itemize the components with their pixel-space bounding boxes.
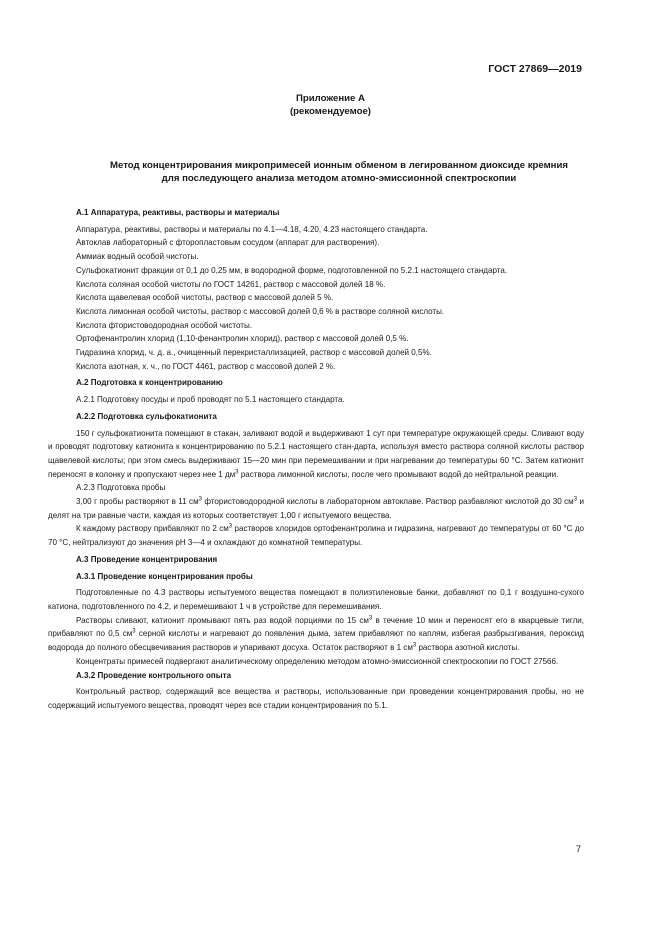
section-heading-a2: А.2 Подготовка к концентрированию (76, 378, 223, 388)
materials-item: Кислота лимонная особой чистоты, раствор с массовой долей 0,6 % в растворе соляной кислоты. (76, 306, 445, 316)
subsection-heading-a31: А.3.1 Проведение концентрирования пробы (76, 571, 253, 581)
paragraph-a31-1: Подготовленные по 4.3 растворы испытуемого вещества помещают в полиэтиленовые банки, добавляют по 0,1 г воздушно-сухого катиона, подготовленного по 4.2, и перемешивают 1 ч в устройстве для перемешивания. (48, 588, 584, 611)
document-body (48, 206, 584, 713)
annex-heading (0, 92, 661, 118)
materials-item: Кислота фтористоводородная особой чистоты. (76, 320, 252, 330)
subsection-heading-a23: А.2.3 Подготовка пробы (76, 483, 166, 493)
materials-item: Аммиак водный особой чистоты. (76, 252, 199, 262)
paragraph-a23-2: К каждому раствору прибавляют по 2 $см^3$ растворов хлоридов ортофенантролина и гидразина, нагревают до температуры от 60 °С до 70 °С, нейтрализуют до значения рН 3—4 и охлаждают до комнатной температуры. (48, 523, 584, 548)
materials-item: Аппаратура, реактивы, растворы и материалы по 4.1—4.18, 4.20, 4.23 настоящего стандарта. (76, 224, 428, 234)
paragraph-a23: 3,00 г пробы растворяют в 11 $см^3$ фтористоводородной кислоты в лабораторном автоклаве. Раствор разбавляют кислотой до 30 $см^3$ и делят на три равные части, каждая из которых соответствует 1,00 г испытуемого вещества. (48, 496, 584, 520)
paragraph-a32: Контрольный раствор, содержащий все вещества и растворы, использованные при проведении концентрирования пробы, но не содержащий испытуемого вещества, проводят через все стадии концентрирования по 5.1. (48, 687, 584, 710)
page-number: 7 (576, 844, 582, 854)
annex-title (48, 159, 630, 185)
subsection-heading-a22: А.2.2 Подготовка сульфокатионита (76, 411, 217, 421)
paragraph-a31-2: Растворы сливают, катионит промывают пять раз водой порциями по 15 $см^3$ в течение 10 мин и переносят его в кварцевые тигли, прибавляют по 0,5 $см^3$ серной кислоты и нагревают до появления дыма, затем прибавляют по каплям, избегая разбрызгивания, пероксид водорода до полного обесцвечивания растворов и упаривают досуха. Остаток растворяют в 1 $см^3$ раствора азотной кислоты. (48, 615, 584, 653)
materials-item: Ортофенантролин хлорид (1,10-фенантролин хлорид), раствор с массовой долей 0,5 %. (76, 334, 409, 344)
materials-item: Кислота соляная особой чистоты по ГОСТ 14261, раствор с массовой долей 18 %. (76, 279, 386, 289)
subsection-heading-a32: А.3.2 Проведение контрольного опыта (76, 670, 232, 680)
annex-label: Приложение А (296, 93, 365, 104)
annex-title-line-1: Метод концентрирования микропримесей ионным обменом в легированном диоксиде кремния (110, 160, 568, 171)
section-heading-a3: А.3 Проведение концентрирования (76, 554, 218, 564)
paragraph-a21: А.2.1 Подготовку посуды и проб проводят по 5.1 настоящего стандарта. (76, 395, 345, 405)
paragraph-a31-3: Концентраты примесей подвергают аналитическому определению методом атомно-эмиссионной спектроскопии по ГОСТ 27566. (76, 656, 559, 666)
materials-item: Сульфокатионит фракции от 0,1 до 0,25 мм, в водородной форме, подготовленной по 5.2.1 настоящего стандарта. (76, 265, 508, 275)
annex-title-line-2: для последующего анализа методом атомно-эмиссионной спектроскопии (161, 173, 517, 184)
materials-item: Автоклав лабораторный с фторопластовым сосудом (аппарат для растворения). (76, 238, 380, 248)
materials-item: Кислота щавелевая особой чистоты, раствор с массовой долей 5 %. (76, 293, 334, 303)
annex-status: (рекомендуемое) (289, 106, 371, 117)
materials-item: Кислота азотная, х. ч., по ГОСТ 4461, раствор с массовой долей 2 %. (76, 361, 336, 371)
materials-item: Гидразина хлорид, ч. д. а., очищенный перекристаллизацией, раствор с массовой долей 0,5%. (76, 348, 432, 358)
section-heading-a1: А.1 Аппаратура, реактивы, растворы и материалы (76, 208, 280, 217)
paragraph-a22: 150 г сульфокатионита помещают в стакан, заливают водой и выдерживают 1 сут при температуре окружающей среды. Сливают воду и проводят подготовку катионита к концентрированию по 5.2.1 настоящего стан-дарта, используя вместо раствора соляной кислоты раствор щавелевой кислоты; при этом смесь выдерживают 15—20 мин при перемешивании и при нагревании до температуры 60 °С. Затем катионит переносят в колонку и пропускают через нее 1 $дм^3$ раствора лимонной кислоты, после чего промывают водой до нейтральной реакции. (48, 428, 584, 479)
document-code: ГОСТ 27869—2019 (488, 63, 582, 75)
